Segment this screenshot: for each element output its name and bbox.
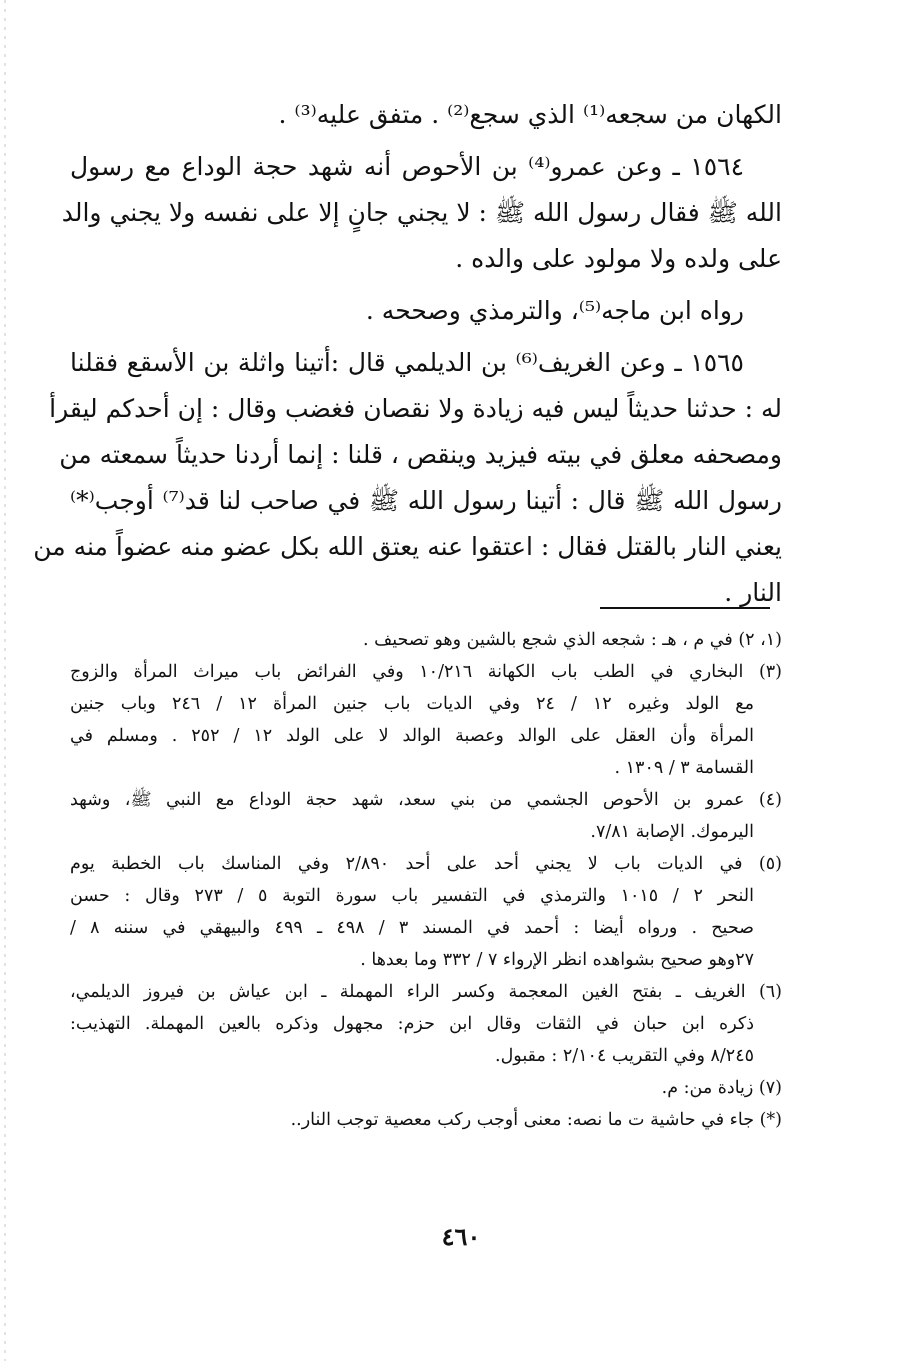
footnote-line: المرأة وأن العقل على الوالد وعصبة الوالد لا على الولد ١٢ / ٢٥٢ . ومسلم في (70, 726, 754, 746)
page-number: ٤٦٠ (441, 1222, 481, 1251)
body-line: ١٥٦٥ ـ وعن الغريف⁽⁶⁾ بن الديلمي قال :أتينا واثلة بن الأسقع فقلنا (70, 348, 744, 377)
footnote-separator (600, 607, 770, 609)
footnote-line: (٣) البخاري في الطب باب الكهانة ١٠/٢١٦ وفي الفرائض باب ميراث المرأة والزوج (70, 662, 782, 682)
body-line: الله ﷺ فقال رسول الله ﷺ : لا يجني جانٍ إلا على نفسه ولا يجني والد (61, 198, 782, 227)
footnote-line: مع الولد وغيره ١٢ / ٢٤ وفي الديات باب جنين المرأة ١٢ / ٢٤٦ وباب جنين (70, 694, 754, 714)
footnotes (70, 624, 782, 1136)
footnote-line: صحيح . ورواه أيضا : أحمد في المسند ٣ / ٤٩٨ ـ ٤٩٩ والبيهقي في سننه ٨ / (70, 918, 754, 938)
footnote-line: القسامة ٣ / ١٣٠٩ . (614, 758, 754, 778)
body-line: رواه ابن ماجه⁽⁵⁾، والترمذي وصححه . (365, 296, 744, 325)
footnote-line: ذكره ابن حبان في الثقات وقال ابن حزم: مجهول وذكره بالعين المهملة. التهذيب: (70, 1014, 754, 1034)
body-line: الكهان من سجعه⁽¹⁾ الذي سجع⁽²⁾ . متفق عليه⁽³⁾ . (278, 100, 782, 129)
body-line: له : حدثنا حديثاً ليس فيه زيادة ولا نقصان فغضب وقال : إن أحدكم ليقرأ (49, 394, 782, 423)
footnote-line: ٨/٢٤٥ وفي التقريب ٢/١٠٤ : مقبول. (495, 1046, 754, 1066)
body-line: على ولده ولا مولود على والده . (455, 244, 782, 273)
body-line: رسول الله ﷺ قال : أتينا رسول الله ﷺ في صاحب لنا قد⁽⁷⁾ أوجب⁽*⁾ (70, 486, 783, 515)
body-line: ومصحفه معلق في بيته فيزيد وينقص ، قلنا : إنما أردنا حديثاً سمعته من (59, 440, 782, 469)
footnote-line: اليرموك. الإصابة ٧/٨١. (590, 822, 754, 842)
footnote-line: النحر ٢ / ١٠١٥ والترمذي في التفسير باب سورة التوبة ٥ / ٢٧٣ وقال : حسن (70, 886, 754, 906)
footnote-line: (٦) الغريف ـ بفتح الغين المعجمة وكسر الراء المهملة ـ ابن عياش بن فيروز الديلمي، (70, 982, 782, 1002)
body-line: ١٥٦٤ ـ وعن عمرو⁽⁴⁾ بن الأحوص أنه شهد حجة الوداع مع رسول (70, 152, 745, 181)
footnote-line: (١، ٢) في م ، هـ : شجعه الذي شجع بالشين وهو تصحيف . (362, 630, 782, 650)
scan-edge (4, 0, 6, 1361)
main-text (33, 92, 783, 616)
footnote-line: ٢٧وهو صحيح بشواهده انظر الإرواء ٧ / ٣٣٢ وما بعدها . (360, 950, 754, 970)
body-line: يعني النار بالقتل فقال : اعتقوا عنه يعتق الله بكل عضو منه عضواً منه من (33, 532, 782, 561)
footnote-line: (٧) زيادة من: م. (661, 1078, 782, 1098)
body-line: النار . (724, 578, 782, 607)
footnote-line: (٤) عمرو بن الأحوص الجشمي من بني سعد، شهد حجة الوداع مع النبي ﷺ، وشهد (70, 790, 782, 810)
footnote-line: (*) جاء في حاشية ت ما نصه: معنى أوجب ركب معصية توجب النار.. (290, 1110, 782, 1130)
footnote-line: (٥) في الديات باب لا يجني أحد على أحد ٢/٨٩٠ وفي المناسك باب الخطبة يوم (70, 854, 782, 874)
